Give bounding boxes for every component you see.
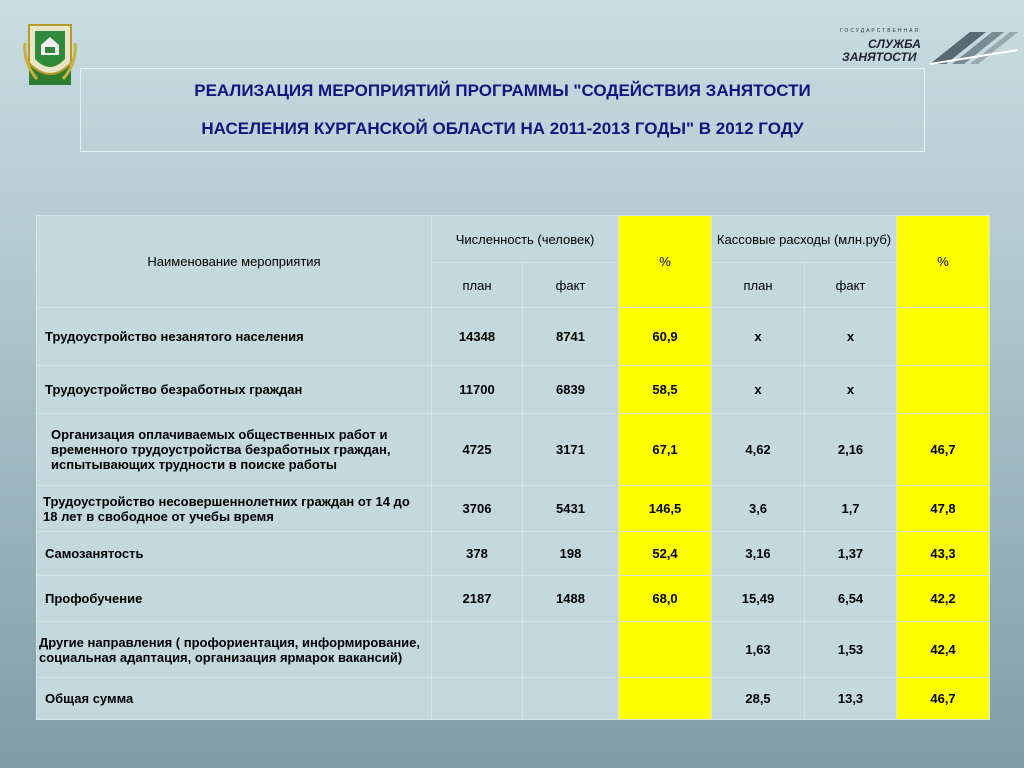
count-fact-cell: 5431 <box>523 486 619 532</box>
logo-line2: ЗАНЯТОСТИ <box>842 50 917 64</box>
expenses-percent-cell: 43,3 <box>897 532 990 576</box>
count-plan-cell: 11700 <box>432 366 523 414</box>
count-percent-cell: 68,0 <box>619 576 712 622</box>
count-percent-cell <box>619 622 712 678</box>
table-row <box>37 622 990 678</box>
expenses-fact-cell: 1,37 <box>805 532 897 576</box>
count-percent-cell: 58,5 <box>619 366 712 414</box>
count-percent-cell: 146,5 <box>619 486 712 532</box>
row-name: Профобучение <box>37 576 432 622</box>
header-count-fact: факт <box>523 263 619 308</box>
count-plan-cell <box>432 622 523 678</box>
employment-service-logo <box>838 28 1018 68</box>
slide-title-box <box>80 68 925 152</box>
count-percent-cell <box>619 678 712 720</box>
logo-stripes-icon <box>930 30 1018 66</box>
row-name: Общая сумма <box>37 678 432 720</box>
logo-small-text: ГОСУДАРСТВЕННАЯ <box>840 28 921 34</box>
count-fact-cell <box>523 678 619 720</box>
table-row <box>37 308 990 366</box>
coat-of-arms-emblem <box>23 23 77 87</box>
page-title-line2: НАСЕЛЕНИЯ КУРГАНСКОЙ ОБЛАСТИ НА 2011-2013 ГОДЫ" В 2012 ГОДУ <box>201 119 804 138</box>
count-plan-cell: 2187 <box>432 576 523 622</box>
expenses-plan-cell: х <box>712 308 805 366</box>
page-title-line1: РЕАЛИЗАЦИЯ МЕРОПРИЯТИЙ ПРОГРАММЫ "СОДЕЙСТВИЯ ЗАНЯТОСТИ <box>194 81 811 100</box>
expenses-fact-cell: 1,53 <box>805 622 897 678</box>
expenses-plan-cell: 1,63 <box>712 622 805 678</box>
header-count: Численность (человек) <box>432 216 619 263</box>
count-plan-cell: 14348 <box>432 308 523 366</box>
expenses-fact-cell: х <box>805 308 897 366</box>
header-expenses-fact: факт <box>805 263 897 308</box>
expenses-percent-cell: 46,7 <box>897 678 990 720</box>
row-name: Другие направления ( профориентация, информирование, социальная адаптация, организация ярмарок вакансий) <box>37 622 432 678</box>
table-row <box>37 366 990 414</box>
expenses-percent-cell: 46,7 <box>897 414 990 486</box>
header-expenses-plan: план <box>712 263 805 308</box>
expenses-plan-cell: 3,6 <box>712 486 805 532</box>
expenses-percent-cell: 42,2 <box>897 576 990 622</box>
header-count-percent: % <box>619 216 712 308</box>
row-name: Организация оплачиваемых общественных работ и временного трудоустройства безработных граждан, испытывающих трудности в поиске работы <box>37 414 432 486</box>
count-fact-cell: 8741 <box>523 308 619 366</box>
row-name: Трудоустройство несовершеннолетних граждан от 14 до 18 лет в свободное от учебы время <box>37 486 432 532</box>
expenses-percent-cell <box>897 366 990 414</box>
header-expenses-percent: % <box>897 216 990 308</box>
expenses-percent-cell: 42,4 <box>897 622 990 678</box>
count-fact-cell: 6839 <box>523 366 619 414</box>
count-plan-cell: 3706 <box>432 486 523 532</box>
count-fact-cell <box>523 622 619 678</box>
expenses-plan-cell: 4,62 <box>712 414 805 486</box>
count-fact-cell: 1488 <box>523 576 619 622</box>
program-table <box>36 215 990 720</box>
count-percent-cell: 52,4 <box>619 532 712 576</box>
count-plan-cell: 4725 <box>432 414 523 486</box>
count-fact-cell: 3171 <box>523 414 619 486</box>
expenses-plan-cell: х <box>712 366 805 414</box>
expenses-percent-cell <box>897 308 990 366</box>
expenses-fact-cell: 13,3 <box>805 678 897 720</box>
table-row <box>37 678 990 720</box>
row-name: Трудоустройство незанятого населения <box>37 308 432 366</box>
logo-line1: СЛУЖБА <box>868 37 921 51</box>
table-row <box>37 486 990 532</box>
count-percent-cell: 67,1 <box>619 414 712 486</box>
expenses-plan-cell: 15,49 <box>712 576 805 622</box>
expenses-fact-cell: 1,7 <box>805 486 897 532</box>
header-expenses: Кассовые расходы (млн.руб) <box>712 216 897 263</box>
header-name: Наименование мероприятия <box>37 216 432 308</box>
table-row <box>37 576 990 622</box>
header-row-1 <box>37 216 990 263</box>
count-plan-cell: 378 <box>432 532 523 576</box>
count-plan-cell <box>432 678 523 720</box>
table-row <box>37 414 990 486</box>
expenses-fact-cell: 6,54 <box>805 576 897 622</box>
expenses-percent-cell: 47,8 <box>897 486 990 532</box>
count-fact-cell: 198 <box>523 532 619 576</box>
table-row <box>37 532 990 576</box>
expenses-plan-cell: 3,16 <box>712 532 805 576</box>
expenses-fact-cell: 2,16 <box>805 414 897 486</box>
header-count-plan: план <box>432 263 523 308</box>
row-name: Самозанятость <box>37 532 432 576</box>
count-percent-cell: 60,9 <box>619 308 712 366</box>
row-name: Трудоустройство безработных граждан <box>37 366 432 414</box>
expenses-plan-cell: 28,5 <box>712 678 805 720</box>
expenses-fact-cell: х <box>805 366 897 414</box>
